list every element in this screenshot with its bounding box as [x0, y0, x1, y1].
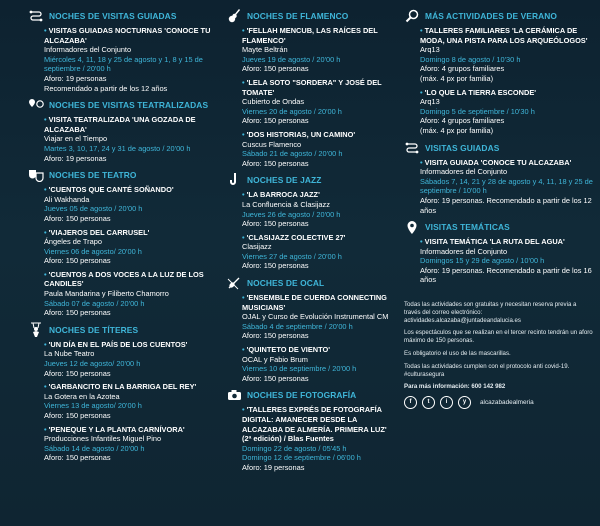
event-company: La Nube Teatro	[44, 349, 95, 359]
event-capacity: Aforo: 150 personas	[242, 116, 309, 126]
event-company: OJAL y Curso de Evolución Instrumental CM	[242, 312, 389, 322]
event-title: • 'CUENTOS QUE CANTÉ SOÑANDO'	[44, 185, 216, 195]
event-item	[44, 382, 216, 420]
event-company: Arq13	[420, 45, 440, 55]
event-item	[242, 405, 394, 472]
column-right	[404, 8, 594, 409]
event-item	[242, 293, 394, 341]
event-company: Cuscus Flamenco	[242, 139, 302, 149]
event-company: Producciones Infantiles Miguel Pino	[44, 434, 162, 444]
event-company: La Gotera en la Azotea	[44, 391, 120, 401]
section-visitas-guiadas-dia	[404, 140, 594, 216]
event-date: Viernes 20 de agosto / 20'00 h	[242, 106, 342, 116]
section-header	[28, 167, 216, 183]
info-footer	[404, 301, 594, 409]
event-company: Informadores del Conjunto	[44, 45, 132, 55]
event-date: Domingos 15 y 29 de agosto / 10'00 h	[420, 256, 545, 266]
footer-capacity-note: Los espectáculos que se realizan en el tercer recinto tendrán un aforo máximo de 150 personas.	[404, 329, 593, 345]
event-item	[44, 26, 216, 93]
event-note: (máx. 4 px por familia)	[420, 125, 494, 135]
event-title: • 'UN DÍA EN EL PAÍS DE LOS CUENTOS'	[44, 340, 216, 350]
event-company: Informadores del Conjunto	[420, 167, 508, 177]
event-capacity: Aforo: 150 personas	[242, 373, 309, 383]
event-title: • 'CLASIJAZZ COLECTIVE 27'	[242, 233, 394, 243]
column-middle	[226, 8, 394, 477]
section-title: VISITAS GUIADAS	[425, 142, 500, 153]
section-fotografia	[226, 387, 394, 472]
event-company: Paula Mandarina y Filiberto Chamorro	[44, 289, 169, 299]
section-title: NOCHES DE TEATRO	[49, 170, 137, 181]
section-title: NOCHES DE JAZZ	[247, 175, 322, 186]
event-company: Cubierto de Ondas	[242, 97, 305, 107]
event-capacity: Aforo: 4 grupos familiares	[420, 64, 505, 74]
event-title: • 'PENEQUE Y LA PLANTA CARNÍVORA'	[44, 425, 216, 435]
puppet-icon	[28, 322, 44, 338]
event-item	[242, 78, 394, 126]
section-header	[226, 8, 394, 24]
event-item	[44, 270, 216, 318]
location-masks-icon	[28, 97, 44, 113]
event-note: (máx. 4 px por familia)	[420, 73, 494, 83]
section-title: MÁS ACTIVIDADES DE VERANO	[425, 11, 558, 21]
event-title: • 'QUINTETO DE VIENTO'	[242, 345, 394, 355]
section-teatro	[28, 167, 216, 318]
event-capacity: Aforo: 150 personas	[242, 158, 309, 168]
column-left	[28, 8, 216, 467]
event-capacity: Aforo: 150 personas	[44, 213, 111, 223]
event-item	[420, 26, 594, 84]
event-company: Arq13	[420, 97, 440, 107]
event-capacity: Aforo: 150 personas	[242, 331, 309, 341]
event-capacity: Aforo: 150 personas	[44, 411, 111, 420]
section-title: VISITAS TEMÁTICAS	[425, 222, 510, 233]
section-visitas-teatralizadas	[28, 97, 216, 163]
event-item	[44, 425, 216, 463]
section-header	[28, 97, 216, 113]
event-item	[44, 340, 216, 378]
section-title: NOCHES DE TÍTERES	[49, 324, 139, 335]
footer-mask-note: Es obligatorio el uso de las mascarillas.	[404, 350, 511, 358]
social-handle: alcazabadealmeria	[480, 398, 534, 406]
route-icon	[28, 8, 44, 24]
event-date: Miércoles 4, 11, 18 y 25 de agosto y 1, 8 y 15 de septiembre / 20'00 h	[44, 54, 203, 74]
event-item	[242, 130, 394, 168]
event-capacity: Aforo: 19 personas	[44, 153, 107, 163]
twitter-icon[interactable]: t	[422, 396, 435, 409]
event-capacity: Aforo: 19 personas. Recomendado a partir de los 16 años	[420, 265, 592, 285]
event-date-2: Domingo 12 de septiembre / 06'00 h	[242, 453, 361, 463]
event-company: Ángeles de Trapo	[44, 237, 102, 247]
event-title: • 'GARBANCITO EN LA BARRIGA DEL REY'	[44, 382, 216, 392]
event-title: • 'FELLAH MENCUB, LAS RAÍCES DEL FLAMENCO'	[242, 26, 394, 45]
section-ocal	[226, 275, 394, 383]
event-date: Domingo 22 de agosto / 05'45 h	[242, 443, 347, 453]
footer-covid-note: Todas las actividades cumplen con el protocolo anti covid-19. #culturasegura	[404, 362, 570, 378]
event-date: Martes 3, 10, 17, 24 y 31 de agosto / 20'00 h	[44, 143, 191, 153]
section-title: NOCHES DE VISITAS TEATRALIZADAS	[49, 100, 209, 111]
event-title: • TALLERES FAMILIARES 'LA CERÁMICA DE MODA, UNA PISTA PARA LOS ARQUEÓLOGOS'	[420, 26, 594, 45]
section-visitas-guiadas	[28, 8, 216, 93]
event-company: Ali Wakhanda	[44, 194, 90, 204]
event-title: • 'LA BARROCA JAZZ'	[242, 190, 394, 200]
event-company: Viajar en el Tiempo	[44, 134, 108, 144]
location-pin-icon	[404, 219, 420, 235]
event-date: Viernes 13 de agosto/ 20'00 h	[44, 401, 142, 411]
section-header	[404, 140, 594, 156]
event-title: • VISITA TEATRALIZADA 'UNA GOZADA DE ALCAZABA'	[44, 115, 216, 134]
section-title: NOCHES DE FLAMENCO	[247, 11, 349, 21]
section-header	[28, 8, 216, 24]
event-date: Jueves 12 de agosto/ 20'00 h	[44, 359, 141, 369]
section-header	[226, 172, 394, 188]
event-item	[242, 26, 394, 74]
event-title: • 'TALLERES EXPRÉS DE FOTOGRAFÍA DIGITAL: AMANECER DESDE LA ALCAZABA DE ALMERÍA. PRIMERA LUZ' (2ª edición) / Blas Fuentes	[242, 405, 394, 443]
route-icon	[404, 140, 420, 156]
event-item	[420, 237, 594, 285]
section-jazz	[226, 172, 394, 271]
section-title: NOCHES DE VISITAS GUIADAS	[49, 11, 177, 21]
theater-masks-icon	[28, 167, 44, 183]
section-title: NOCHES DE FOTOGRAFÍA	[247, 390, 357, 401]
event-date: Viernes 10 de septiembre / 20'00 h	[242, 364, 357, 374]
event-item	[242, 190, 394, 228]
section-header	[404, 219, 594, 235]
event-title: • 'ENSEMBLE DE CUERDA CONNECTING MUSICIANS'	[242, 293, 394, 312]
event-date: Jueves 19 de agosto / 20'00 h	[242, 54, 341, 64]
event-date: Domingo 5 de septiembre / 10'30 h	[420, 106, 535, 116]
youtube-icon[interactable]: y	[458, 396, 471, 409]
event-date: Sábado 07 de agosto / 20'00 h	[44, 298, 145, 308]
event-title: • VISITA GUIADA 'CONOCE TU ALCAZABA'	[420, 158, 594, 168]
event-title: • 'VIAJEROS DEL CARRUSEL'	[44, 228, 216, 238]
event-date: Sábado 21 de agosto / 20'00 h	[242, 149, 343, 159]
event-capacity: Aforo: 19 personas	[242, 462, 305, 472]
event-item	[242, 233, 394, 271]
event-item	[242, 345, 394, 383]
event-title: • VISITA TEMÁTICA 'LA RUTA DEL AGUA'	[420, 237, 594, 247]
event-company: Mayte Beltrán	[242, 45, 288, 55]
section-flamenco	[226, 8, 394, 168]
event-title: • 'LO QUE LA TIERRA ESCONDE'	[420, 88, 594, 98]
event-capacity: Aforo: 150 personas	[44, 256, 111, 266]
magnifier-icon	[404, 8, 420, 24]
camera-icon	[226, 387, 242, 403]
violin-icon	[226, 275, 242, 291]
event-title: • 'DOS HISTORIAS, UN CAMINO'	[242, 130, 394, 140]
event-date: Jueves 05 de agosto / 20'00 h	[44, 204, 143, 214]
event-date: Domingo 8 de agosto / 10'30 h	[420, 54, 521, 64]
event-capacity: Aforo: 19 personas	[44, 73, 107, 83]
event-capacity: Aforo: 150 personas	[44, 453, 111, 463]
section-mas-actividades	[404, 8, 594, 136]
event-date: Viernes 27 de agosto / 20'00 h	[242, 251, 342, 261]
footer-phone: Para más información: 600 142 982	[404, 383, 506, 391]
event-capacity: Aforo: 4 grupos familiares	[420, 116, 505, 126]
section-visitas-tematicas	[404, 219, 594, 285]
saxophone-icon	[226, 172, 242, 188]
instagram-icon[interactable]: i	[440, 396, 453, 409]
section-title: NOCHES DE OCAL	[247, 278, 325, 289]
event-item	[420, 158, 594, 216]
event-date: Jueves 26 de agosto / 20'00 h	[242, 209, 341, 219]
event-company: La Confluencia & Clasijazz	[242, 199, 330, 209]
section-header	[28, 322, 216, 338]
event-company: OCAL y Fabio Brum	[242, 354, 308, 364]
event-date: Sábado 4 de septiembre / 20'00 h	[242, 321, 353, 331]
footer-reservation-note: Todas las actividades son gratuitas y necesitan reserva previa a través del correo electrónico: actividades.alcazaba@juntadeandalucia.es	[404, 301, 577, 324]
event-capacity: Aforo: 19 personas. Recomendado a partir de los 12 años	[420, 195, 592, 215]
event-capacity: Aforo: 150 personas	[44, 368, 111, 378]
event-date: Sábados 7, 14, 21 y 28 de agosto y 4, 11, 18 y 25 de septiembre / 10'00 h	[420, 176, 593, 196]
event-company: Informadores del Conjunto	[420, 246, 508, 256]
section-header	[404, 8, 594, 24]
event-item	[44, 115, 216, 163]
event-capacity: Aforo: 150 personas	[242, 219, 309, 229]
event-capacity: Aforo: 150 personas	[44, 308, 111, 318]
section-titeres	[28, 322, 216, 463]
event-title: • 'LELA SOTO "SORDERA" Y JOSÉ DEL TOMATE'	[242, 78, 394, 97]
event-capacity: Aforo: 150 personas	[242, 261, 309, 271]
event-note: Recomendado a partir de los 12 años	[44, 83, 168, 93]
event-date: Sábado 14 de agosto / 20'00 h	[44, 443, 145, 453]
event-title: • 'CUENTOS A DOS VOCES A LA LUZ DE LOS CANDILES'	[44, 270, 216, 289]
event-capacity: Aforo: 150 personas	[242, 64, 309, 74]
event-title: • VISITAS GUIADAS NOCTURNAS 'CONOCE TU ALCAZABA'	[44, 26, 216, 45]
section-header	[226, 275, 394, 291]
event-company: Clasijazz	[242, 242, 272, 252]
social-links	[404, 396, 594, 409]
guitar-icon	[226, 8, 242, 24]
section-header	[226, 387, 394, 403]
event-item	[420, 88, 594, 136]
event-date: Viernes 06 de agosto/ 20'00 h	[44, 246, 142, 256]
event-item	[44, 228, 216, 266]
facebook-icon[interactable]: f	[404, 396, 417, 409]
event-item	[44, 185, 216, 223]
